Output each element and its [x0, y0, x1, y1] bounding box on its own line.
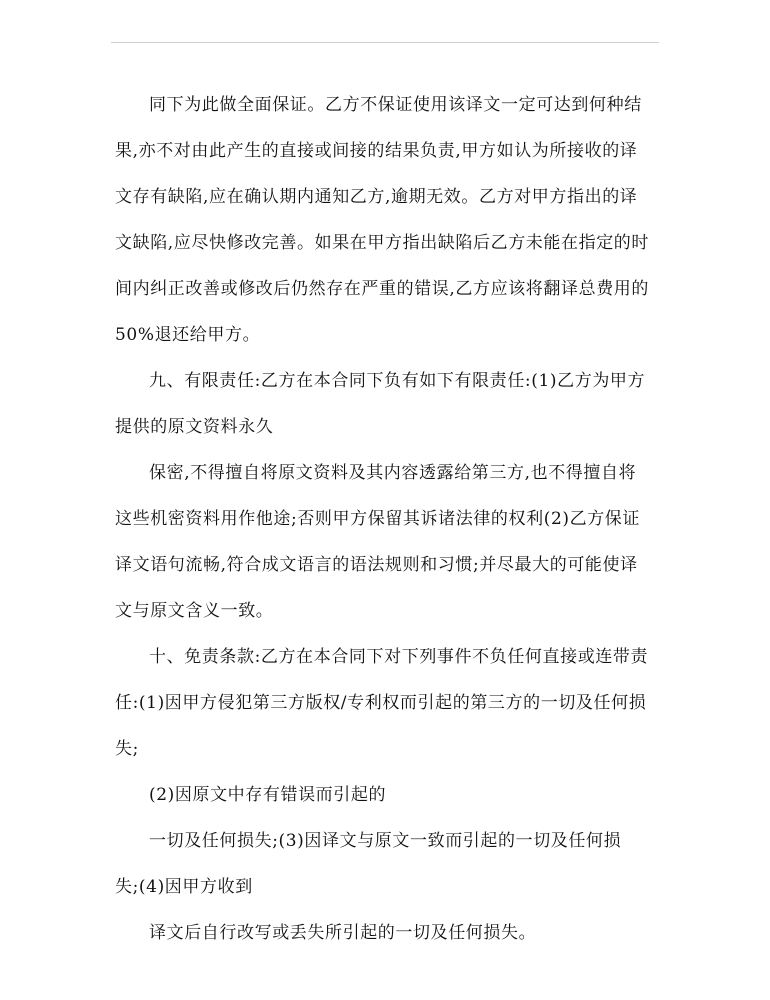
text-line: 译文语句流畅,符合成文语言的语法规则和习惯;并尽最大的可能使译: [115, 555, 638, 575]
section-9-heading-line: 九、有限责任:乙方在本合同下负有如下有限责任:(1)乙方为甲方: [149, 371, 646, 391]
text-line: 提供的原文资料永久: [115, 417, 274, 437]
text-line: (2)因原文中存有错误而引起的: [149, 785, 387, 805]
text-line: 保密,不得擅自将原文资料及其内容透露给第三方,也不得擅自将: [149, 463, 637, 483]
text-line: 任:(1)因甲方侵犯第三方版权/专利权而引起的第三方的一切及任何损: [115, 693, 647, 713]
text-line: 50%退还给甲方。: [115, 325, 261, 345]
text-line: 间内纠正改善或修改后仍然存在严重的错误,乙方应该将翻译总费用的: [115, 279, 650, 299]
text-line: 文与原文含义一致。: [115, 601, 274, 621]
section-10-heading-line: 十、免责条款:乙方在本合同下对下列事件不负任何直接或连带责: [149, 647, 649, 667]
text-line: 这些机密资料用作他途;否则甲方保留其诉诸法律的权利(2)乙方保证: [115, 509, 641, 529]
text-line: 一切及任何损失;(3)因译文与原文一致而引起的一切及任何损: [149, 831, 622, 851]
text-line: 文缺陷,应尽快修改完善。如果在甲方指出缺陷后乙方未能在指定的时: [115, 233, 650, 253]
text-line: 果,亦不对由此产生的直接或间接的结果负责,甲方如认为所接收的译: [115, 141, 638, 161]
text-line: 文存有缺陷,应在确认期内通知乙方,逾期无效。乙方对甲方指出的译: [115, 187, 638, 207]
text-line: 失;(4)因甲方收到: [115, 877, 253, 897]
text-line: 失;: [115, 739, 139, 759]
text-line: 同下为此做全面保证。乙方不保证使用该译文一定可达到何种结: [149, 95, 642, 115]
header-rule: [111, 42, 659, 43]
text-line: 译文后自行改写或丢失所引起的一切及任何损失。: [149, 923, 537, 943]
document-body: [115, 88, 660, 950]
